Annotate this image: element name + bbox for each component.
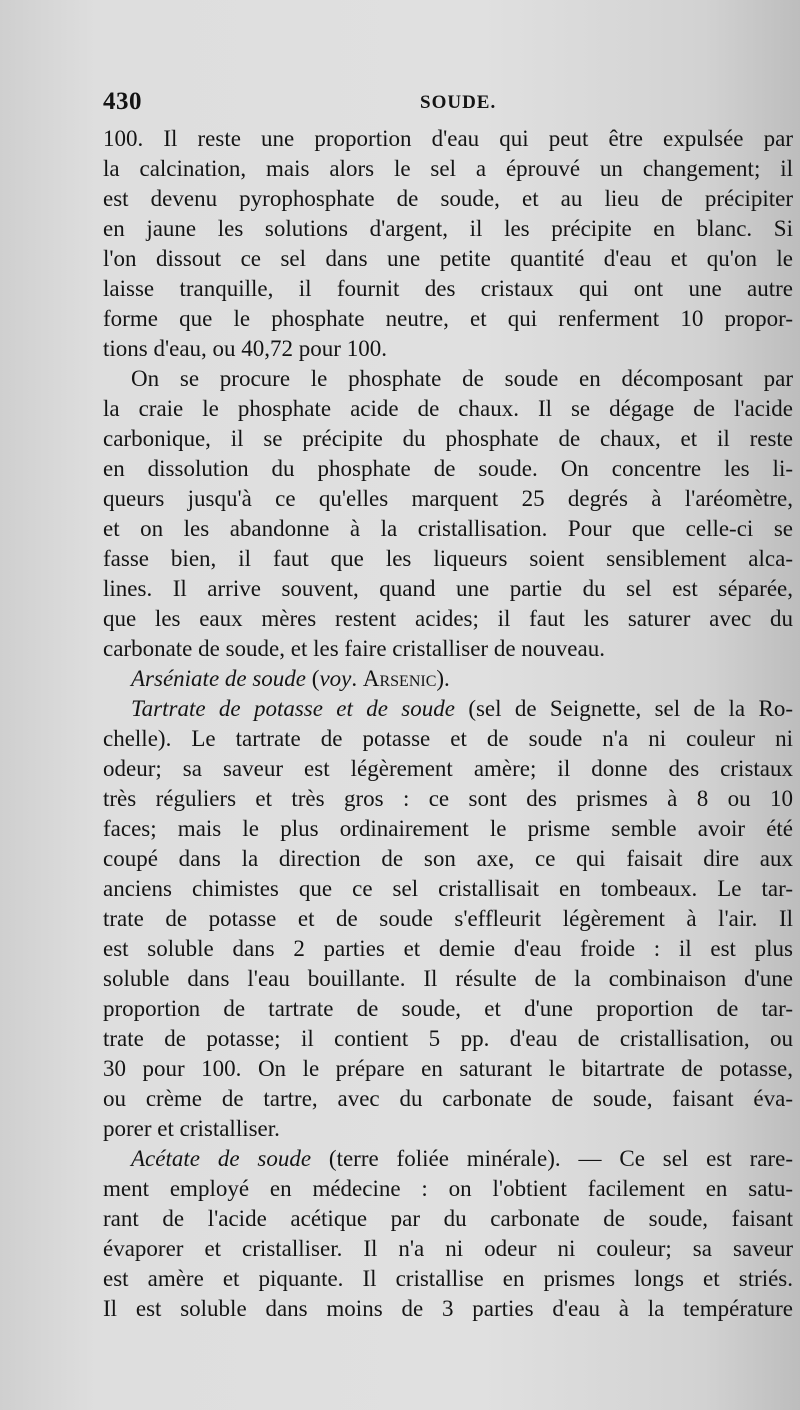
text-line: ou crème de tartre, avec du carbonate de soude, faisant éva- xyxy=(103,1086,793,1111)
text-line: 100. Il reste une proportion d'eau qui peut être expulsée par xyxy=(103,126,793,151)
text-line: anciens chimistes que ce sel cristallisait en tombeaux. Le tar- xyxy=(103,876,793,901)
text-line: forme que le phosphate neutre, et qui renferment 10 propor- xyxy=(103,306,793,331)
text-line: l'on dissout ce sel dans une petite quantité d'eau et qu'on le xyxy=(103,246,793,271)
body-text xyxy=(103,124,793,1324)
text-line: proportion de tartrate de soude, et d'une proportion de tar- xyxy=(103,996,793,1021)
text-line: chelle). Le tartrate de potasse et de soude n'a ni couleur ni xyxy=(103,726,793,751)
text-line: Il est soluble dans moins de 3 parties d'eau à la température xyxy=(103,1296,793,1321)
text-line: ment employé en médecine : on l'obtient facilement en satu- xyxy=(103,1176,793,1201)
text-line: 30 pour 100. On le prépare en saturant le bitartrate de potasse, xyxy=(103,1056,793,1081)
entry-line-arseniate: Arséniate de soude (voy. Arsenic). xyxy=(131,666,450,691)
text-line: porer et cristalliser. xyxy=(103,1116,280,1141)
text-line: que les eaux mères restent acides; il faut les saturer avec du xyxy=(103,606,793,631)
text-line: soluble dans l'eau bouillante. Il résulte de la combinaison d'une xyxy=(103,966,793,991)
entry-title: Tartrate de potasse et de soude xyxy=(131,696,455,721)
text-line: laisse tranquille, il fournit des cristaux qui ont une autre xyxy=(103,276,793,301)
text-line: queurs jusqu'à ce qu'elles marquent 25 degrés à l'aréomètre, xyxy=(103,486,793,511)
text-line: odeur; sa saveur est légèrement amère; il donne des cristaux xyxy=(103,756,793,781)
text-line: carbonate de soude, et les faire cristalliser de nouveau. xyxy=(103,636,605,661)
text-line: est amère et piquante. Il cristallise en prismes longs et striés. xyxy=(103,1266,793,1291)
text-line: la craie le phosphate acide de chaux. Il se dégage de l'acide xyxy=(103,396,793,421)
text-line: faces; mais le plus ordinairement le prisme semble avoir été xyxy=(103,816,793,841)
text-line: lines. Il arrive souvent, quand une partie du sel est séparée, xyxy=(103,576,793,601)
text-line: la calcination, mais alors le sel a éprouvé un changement; il xyxy=(103,156,793,181)
text-line: en jaune les solutions d'argent, il les précipite en blanc. Si xyxy=(103,216,793,241)
text-line: coupé dans la direction de son axe, ce qui faisait dire aux xyxy=(103,846,793,871)
text-line: est devenu pyrophosphate de soude, et au lieu de précipiter xyxy=(103,186,793,211)
text-line: évaporer et cristalliser. Il n'a ni odeur ni couleur; sa saveur xyxy=(103,1236,793,1261)
entry-title: Acétate de soude xyxy=(131,1146,312,1171)
text-line: tions d'eau, ou 40,72 pour 100. xyxy=(103,336,387,361)
text-line: On se procure le phosphate de soude en décomposant par xyxy=(131,366,793,391)
entry-line-acetate: Acétate de soude (terre foliée minérale). — Ce sel est rare- xyxy=(131,1146,793,1171)
text-line: et on les abandonne à la cristallisation. Pour que celle-ci se xyxy=(103,516,793,541)
entry-title: Arséniate de soude xyxy=(131,666,307,691)
page-header xyxy=(103,88,783,118)
text-line: trate de potasse; il contient 5 pp. d'eau de cristallisation, ou xyxy=(103,1026,793,1051)
running-head: SOUDE. xyxy=(420,92,497,113)
text-line: rant de l'acide acétique par du carbonate de soude, faisant xyxy=(103,1206,793,1231)
text-line: fasse bien, il faut que les liqueurs soient sensiblement alca- xyxy=(103,546,793,571)
entry-line-tartrate: Tartrate de potasse et de soude (sel de Seignette, sel de la Ro- xyxy=(131,696,793,721)
text-line: en dissolution du phosphate de soude. On concentre les li- xyxy=(103,456,793,481)
cross-reference: Arsenic xyxy=(362,666,437,691)
text-line: est soluble dans 2 parties et demie d'eau froide : il est plus xyxy=(103,936,793,961)
text-line: carbonique, il se précipite du phosphate de chaux, et il reste xyxy=(103,426,793,451)
page-number: 430 xyxy=(103,88,142,115)
text-line: trate de potasse et de soude s'effleurit légèrement à l'air. Il xyxy=(103,906,793,931)
text-line: très réguliers et très gros : ce sont des prismes à 8 ou 10 xyxy=(103,786,793,811)
